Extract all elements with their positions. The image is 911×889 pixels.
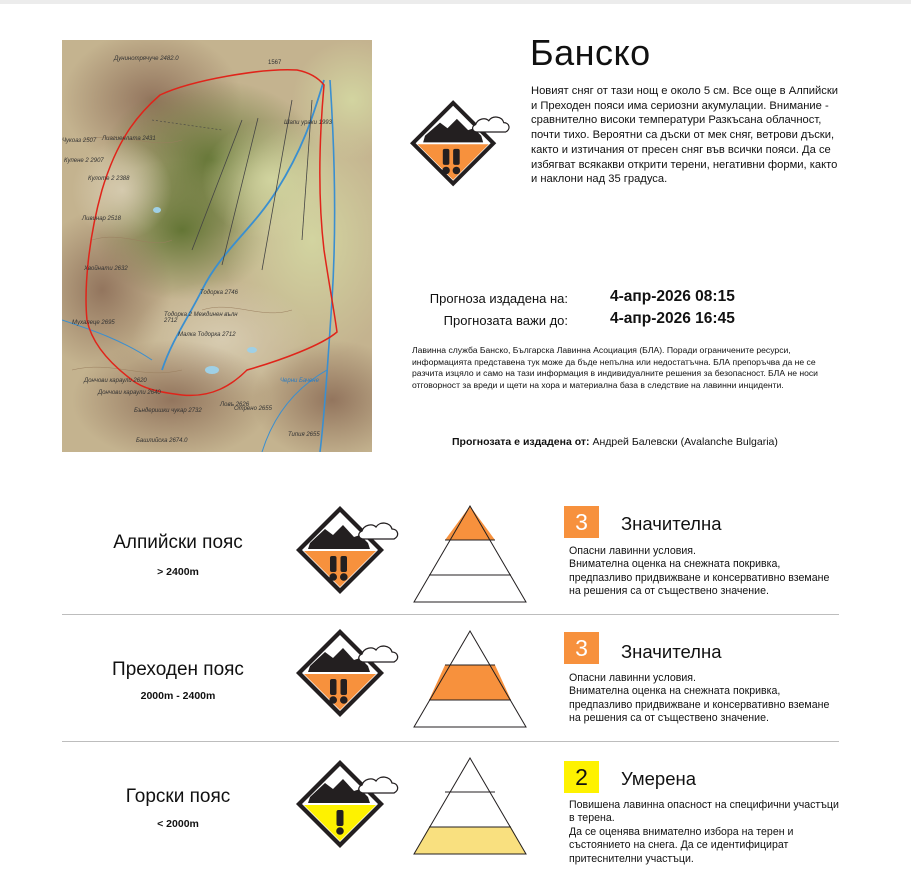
author-label: Прогнозата е издадена от:	[452, 436, 590, 448]
danger-level-name: Значителна	[621, 513, 722, 534]
map-label: Ловъ 2626	[220, 402, 250, 408]
elevation-pyramid	[412, 504, 528, 604]
danger-level-badge: 2	[564, 761, 599, 793]
disclaimer-text: Лавинна служба Банско, Българска Лавинна Асоциация (БЛА). Поради ограничените ресурси, информацията представена тук може да бъде непълна или недостатъчна. БЛА препоръчва да не се разчита изцяло и само на тази информация в индивидуалните решения за безопасност. БЛА не носи отговорност за вреди и щети на хора и материална база в следствие на лавинни инциденти.	[412, 345, 818, 390]
danger-level-3-icon	[294, 506, 406, 596]
band-alpine	[62, 496, 839, 614]
map-label: 1567	[268, 60, 282, 66]
band-forest	[62, 742, 839, 882]
map-label: Дончови караули 2640	[98, 390, 161, 396]
danger-level-3-icon	[294, 629, 406, 719]
danger-level-name: Значителна	[621, 641, 722, 662]
danger-level-3-icon	[410, 98, 515, 196]
map-label: Типия 2655	[288, 432, 320, 438]
description-line: Повишена лавинна опасност на специфични участъци в терена.	[569, 799, 839, 825]
issued-label: Прогноза издадена на:	[429, 291, 568, 306]
valid-label: Прогнозата важи до:	[443, 313, 568, 328]
danger-level-description	[569, 545, 844, 599]
valid-row	[420, 310, 800, 332]
description-line: Внимателна оценка на снежната покривка, предпазливо придвижване и консервативно вземане на решения са от съществено значение.	[569, 685, 830, 725]
region-map[interactable]	[62, 40, 372, 452]
map-label: Малка Тодорка 2712	[178, 332, 236, 338]
band-name: Горски пояс	[125, 786, 231, 807]
forecast-dates	[420, 288, 800, 332]
valid-value: 4-апр-2026 16:45	[610, 310, 735, 327]
band-altitude: < 2000m	[157, 818, 199, 830]
description-line: Опасни лавинни условия.	[569, 545, 696, 557]
danger-level-2-icon	[294, 760, 406, 850]
issued-value: 4-апр-2026 08:15	[610, 288, 735, 305]
band-name: Преходен пояс	[112, 659, 244, 680]
map-label: Бъндеришки чукар 2732	[134, 408, 202, 414]
danger-level-badge: 3	[564, 632, 599, 664]
map-label: Тодорка 2 Междинен вълн 2712	[164, 312, 238, 324]
danger-level-badge: 3	[564, 506, 599, 538]
danger-level-description	[569, 672, 844, 726]
map-label: Дунинотрячуче 2482.0	[114, 56, 179, 62]
author-name: Андрей Балевски (Avalanche Bulgaria)	[592, 436, 778, 448]
description-line: Опасни лавинни условия.	[569, 672, 696, 684]
description-line: Да се оценява внимателно избора на терен и състоянието на снега. Да се идентифицират притеснителни участъци.	[569, 825, 794, 865]
map-label: Тодорка 2746	[200, 290, 238, 296]
map-label: Ливинар 2518	[82, 216, 121, 222]
map-label: Хвойнати 2632	[84, 266, 128, 272]
top-bar	[0, 0, 911, 4]
band-altitude: > 2400m	[157, 566, 199, 578]
author-line	[452, 436, 778, 448]
band-treeline	[62, 615, 839, 741]
map-label: Черни Бачене	[280, 378, 319, 384]
band-altitude: 2000m - 2400m	[140, 690, 216, 702]
map-label: Шапи ураки 1993	[284, 120, 332, 126]
map-label: Мухалеце 2695	[72, 320, 115, 326]
issued-row	[420, 288, 800, 310]
map-label: Отрено 2655	[234, 406, 272, 412]
map-label: Купене 2 2907	[64, 158, 104, 164]
map-label: Чукоаз 2507	[62, 138, 97, 144]
map-label: Лиагиенлата 2431	[102, 136, 156, 142]
map-label: Дончови караули 2620	[84, 378, 147, 384]
danger-level-name: Умерена	[621, 768, 697, 789]
map-label: Башлийска 2674.0	[136, 438, 188, 444]
description-line: Внимателна оценка на снежната покривка, предпазливо придвижване и консервативно вземане на решения са от съществено значение.	[569, 558, 830, 598]
region-title: Банско	[530, 32, 651, 73]
map-label: Кулоте 2 2388	[88, 176, 130, 182]
band-name: Алпийски пояс	[113, 532, 243, 553]
elevation-pyramid	[412, 629, 528, 729]
danger-level-description	[569, 799, 844, 866]
elevation-pyramid	[412, 756, 528, 856]
forecast-description: Новият сняг от тази нощ е около 5 см. Все още в Алпийски и Преходен пояси има сериозни акумулации. Внимание - сравнително високи температури Разкъсана облачност, почти тихо. Вероятни са дъски от мек сняг, ветрови дъски, както и изтичания от пресен сняг във всички пояси. Да се избягват всякакви открити терени, негативни форми, както и наклони над 35 градуса.	[531, 85, 839, 186]
